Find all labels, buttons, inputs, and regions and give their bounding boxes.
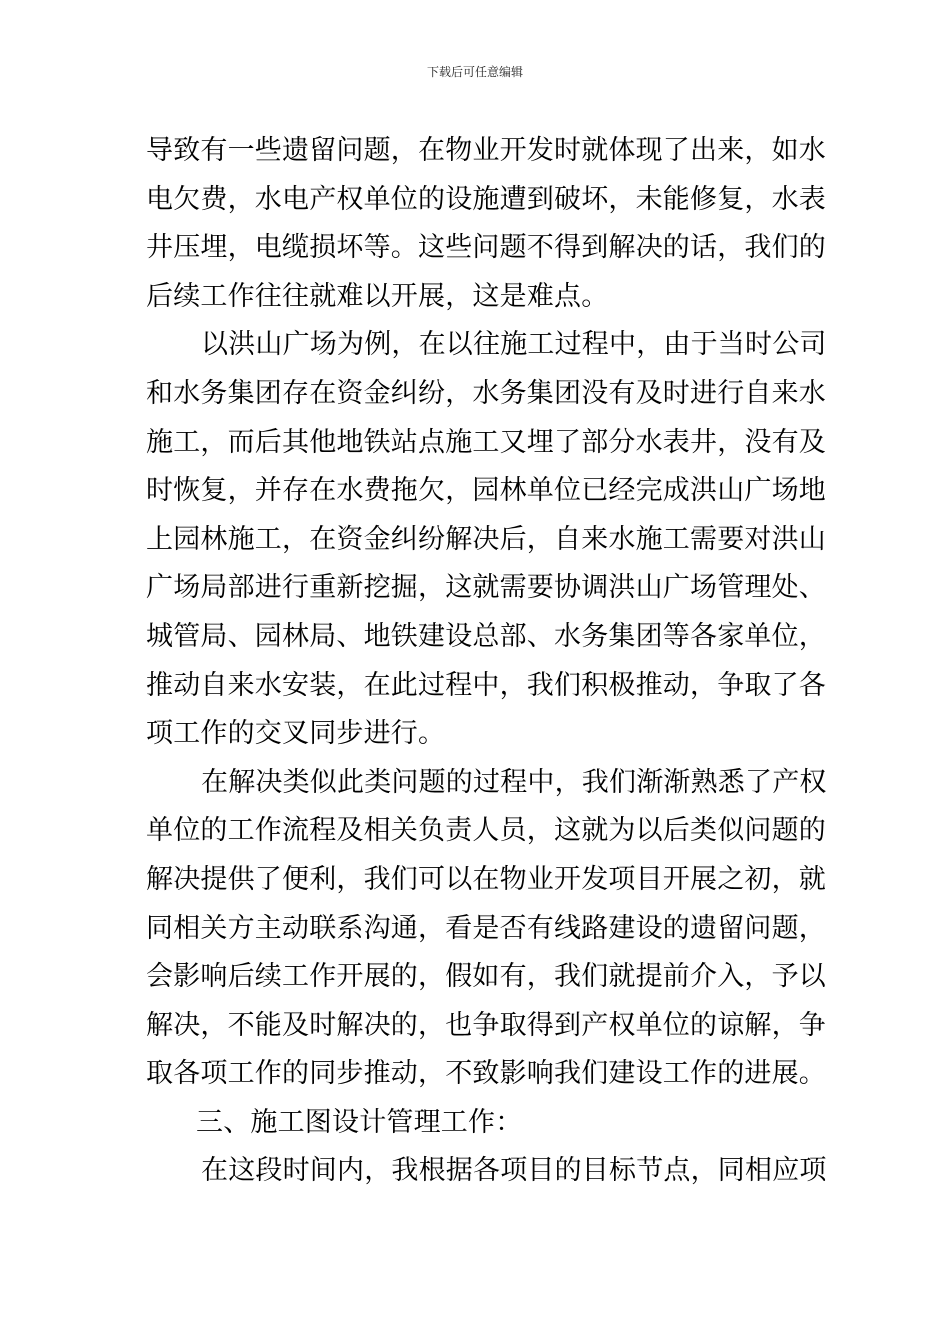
text-line: 上园林施工，在资金纠纷解决后，自来水施工需要对洪山 — [146, 523, 826, 555]
text-line: 推动自来水安装，在此过程中，我们积极推动，争取了各 — [146, 669, 826, 701]
text-line: 井压埋，电缆损坏等。这些问题不得到解决的话，我们的 — [146, 232, 826, 264]
document-body — [146, 127, 827, 1196]
section-heading: 三、施工图设计管理工作： — [196, 1106, 523, 1138]
text-line: 导致有一些遗留问题，在物业开发时就体现了出来，如水 — [146, 135, 826, 166]
text-line: 会影响后续工作开展的，假如有，我们就提前介入，予以 — [146, 961, 826, 993]
text-line: 取各项工作的同步推动，不致影响我们建设工作的进展。 — [146, 1058, 826, 1090]
text-line: 广场局部进行重新挖掘，这就需要协调洪山广场管理处、 — [146, 572, 826, 604]
text-line: 施工，而后其他地铁站点施工又埋了部分水表井，没有及 — [146, 426, 826, 458]
paragraph-start: 在这段时间内，我根据各项目的目标节点，同相应项 — [201, 1155, 827, 1187]
text-line: 同相关方主动联系沟通，看是否有线路建设的遗留问题， — [146, 912, 826, 944]
text-line: 解决，不能及时解决的，也争取得到产权单位的谅解，争 — [146, 1009, 826, 1041]
text-line: 和水务集团存在资金纠纷，水务集团没有及时进行自来水 — [146, 377, 826, 409]
text-line: 后续工作往往就难以开展，这是难点。 — [146, 280, 609, 312]
text-line: 时恢复，并存在水费拖欠，园林单位已经完成洪山广场地 — [146, 475, 826, 507]
text-line: 项工作的交叉同步进行。 — [146, 718, 446, 750]
text-line: 解决提供了便利，我们可以在物业开发项目开展之初，就 — [146, 863, 826, 895]
page-header: 下载后可任意编辑 — [426, 65, 523, 79]
text-line: 电欠费，水电产权单位的设施遭到破坏，未能修复，水表 — [146, 183, 826, 215]
paragraph-start: 以洪山广场为例，在以往施工过程中，由于当时公司 — [201, 329, 827, 361]
text-line: 城管局、园林局、地铁建设总部、水务集团等各家单位， — [146, 620, 826, 652]
text-line: 单位的工作流程及相关负责人员，这就为以后类似问题的 — [146, 815, 826, 847]
paragraph-start: 在解决类似此类问题的过程中，我们渐渐熟悉了产权 — [201, 766, 827, 798]
